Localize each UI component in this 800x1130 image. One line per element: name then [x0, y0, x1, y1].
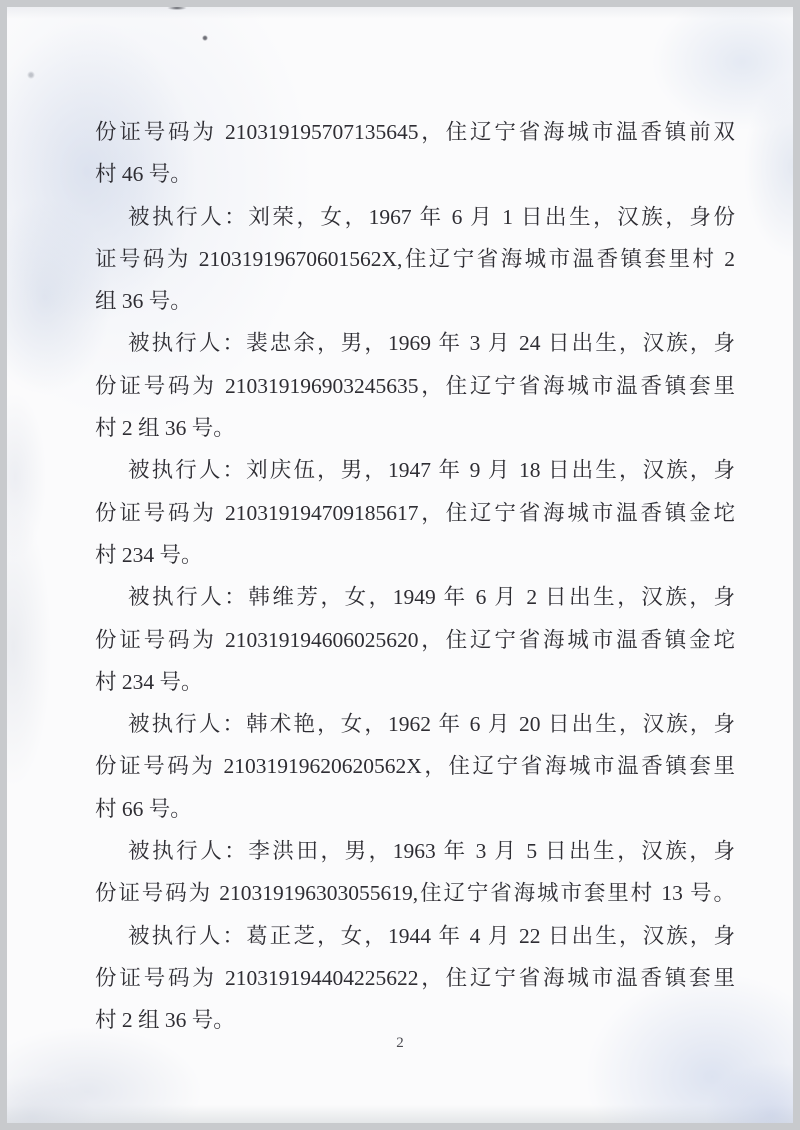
- text-line-1: 份证号码为 210319195707135645，住辽宁省海城市温香镇前双: [95, 120, 735, 144]
- text-line-2: 村 46 号。: [95, 162, 192, 187]
- text-line-14: 村 234 号。: [95, 669, 203, 694]
- text-line-4: 证号码为 21031919670601562X,住辽宁省海城市温香镇套里村 2: [95, 246, 735, 271]
- text-line-5: 组 36 号。: [95, 289, 192, 314]
- text-line-19: 份证号码为 210319196303055619,住辽宁省海城市套里村 13 号。: [95, 881, 735, 906]
- text-line-20: 被执行人：葛正芝，女，1944 年 4 月 22 日出生，汉族，身: [128, 923, 735, 948]
- text-line-7: 份证号码为 210319196903245635，住辽宁省海城市温香镇套里: [95, 373, 735, 398]
- text-line-10: 份证号码为 210319194709185617，住辽宁省海城市温香镇金坨: [95, 500, 735, 525]
- page-number: 2: [396, 1035, 404, 1051]
- text-line-16: 份证号码为 21031919620620562X，住辽宁省海城市温香镇套里: [95, 754, 735, 779]
- text-line-12: 被执行人：韩维芳，女，1949 年 6 月 2 日出生，汉族，身: [128, 585, 735, 610]
- text-line-22: 村 2 组 36 号。: [95, 1008, 235, 1033]
- text-line-3: 被执行人：刘荣，女，1967 年 6 月 1 日出生，汉族，身份: [128, 204, 735, 229]
- text-line-6: 被执行人：裴忠余，男，1969 年 3 月 24 日出生，汉族，身: [128, 331, 735, 356]
- text-line-8: 村 2 组 36 号。: [95, 416, 235, 441]
- text-line-13: 份证号码为 210319194606025620，住辽宁省海城市温香镇金坨: [95, 627, 735, 652]
- text-line-17: 村 66 号。: [95, 796, 192, 821]
- text-line-15: 被执行人：韩术艳，女，1962 年 6 月 20 日出生，汉族，身: [128, 712, 735, 737]
- text-line-9: 被执行人：刘庆伍，男，1947 年 9 月 18 日出生，汉族，身: [128, 458, 735, 483]
- text-line-21: 份证号码为 210319194404225622，住辽宁省海城市温香镇套里: [95, 965, 735, 990]
- text-line-11: 村 234 号。: [95, 542, 203, 567]
- text-line-18: 被执行人：李洪田，男，1963 年 3 月 5 日出生，汉族，身: [128, 839, 735, 864]
- document-text: [95, 111, 735, 1042]
